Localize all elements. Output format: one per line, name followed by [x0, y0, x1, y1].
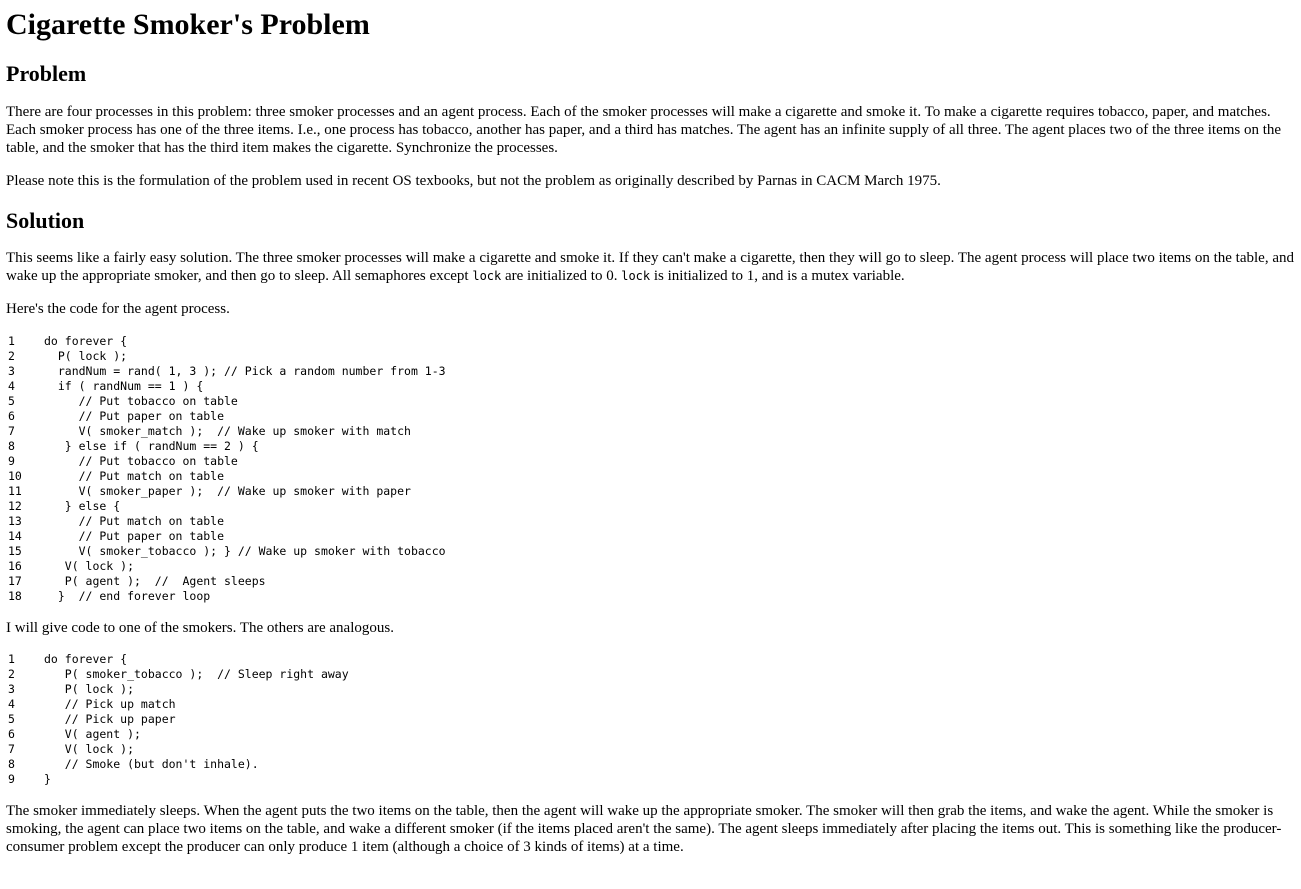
code-text: V( lock ); — [44, 559, 135, 573]
line-number: 2 — [8, 349, 15, 363]
document — [0, 8, 1301, 856]
code-line — [6, 439, 1295, 454]
code-text: V( lock ); — [44, 742, 135, 756]
code-text: do forever { — [44, 334, 128, 348]
code-line — [6, 742, 1295, 757]
code-line — [6, 454, 1295, 469]
code-line — [6, 667, 1295, 682]
solution-paragraph — [6, 249, 1295, 285]
code-line — [6, 529, 1295, 544]
line-number: 13 — [8, 514, 22, 528]
code-text: // Put paper on table — [44, 409, 225, 423]
solution-text-part3: is initialized to 1, and is a mutex variable. — [650, 268, 905, 284]
line-number: 6 — [8, 409, 15, 423]
line-number: 8 — [8, 757, 15, 771]
code-text: // Put match on table — [44, 514, 225, 528]
line-number: 2 — [8, 667, 15, 681]
code-text: // Put tobacco on table — [44, 454, 238, 468]
line-number: 3 — [8, 682, 15, 696]
code-line — [6, 589, 1295, 604]
line-number: 10 — [8, 469, 22, 483]
code-text: V( agent ); — [44, 727, 141, 741]
line-number: 1 — [8, 334, 15, 348]
code-text: V( smoker_paper ); // Wake up smoker with paper — [44, 484, 411, 498]
code-text: } // end forever loop — [44, 589, 211, 603]
code-line — [6, 424, 1295, 439]
line-number: 17 — [8, 574, 22, 588]
code-line — [6, 514, 1295, 529]
solution-text-part1: This seems like a fairly easy solution. The three smoker processes will make a cigarette and smoke it. If they can't make a cigarette, then they will go to sleep. The agent process will place two items on the table, and wake up the appropriate smoker, and then go to sleep. All semaphores except — [6, 250, 1294, 284]
code-line — [6, 544, 1295, 559]
code-text: randNum = rand( 1, 3 ); // Pick a random number from 1-3 — [44, 364, 446, 378]
code-line — [6, 697, 1295, 712]
agent-code-intro: Here's the code for the agent process. — [6, 301, 230, 317]
line-number: 3 — [8, 364, 15, 378]
code-text: // Smoke (but don't inhale). — [44, 757, 259, 771]
code-text: } — [44, 772, 51, 786]
code-text: P( lock ); — [44, 349, 128, 363]
code-line — [6, 394, 1295, 409]
solution-text-part2: are initialized to 0. — [501, 268, 622, 284]
line-number: 5 — [8, 394, 15, 408]
line-number: 6 — [8, 727, 15, 741]
code-text: // Put tobacco on table — [44, 394, 238, 408]
smoker-code-block — [6, 652, 1295, 787]
line-number: 11 — [8, 484, 22, 498]
code-line — [6, 364, 1295, 379]
solution-heading: Solution — [6, 208, 85, 233]
code-line — [6, 469, 1295, 484]
code-line — [6, 484, 1295, 499]
code-text: // Pick up match — [44, 697, 176, 711]
smoker-code-intro: I will give code to one of the smokers. The others are analogous. — [6, 620, 394, 636]
line-number: 5 — [8, 712, 15, 726]
line-number: 7 — [8, 742, 15, 756]
code-line — [6, 379, 1295, 394]
page-title: Cigarette Smoker's Problem — [6, 8, 370, 41]
inline-code-lock: lock — [621, 269, 651, 283]
code-line — [6, 349, 1295, 364]
code-line — [6, 574, 1295, 589]
agent-code-block — [6, 334, 1295, 604]
code-text: P( agent ); // Agent sleeps — [44, 574, 266, 588]
code-line — [6, 334, 1295, 349]
inline-code-lock: lock — [472, 269, 502, 283]
code-text: // Put paper on table — [44, 529, 225, 543]
line-number: 4 — [8, 697, 15, 711]
line-number: 16 — [8, 559, 22, 573]
line-number: 8 — [8, 439, 15, 453]
code-text: if ( randNum == 1 ) { — [44, 379, 204, 393]
code-text: V( smoker_tobacco ); } // Wake up smoker with tobacco — [44, 544, 446, 558]
line-number: 1 — [8, 652, 15, 666]
code-line — [6, 652, 1295, 667]
line-number: 14 — [8, 529, 22, 543]
problem-paragraph: There are four processes in this problem: three smoker processes and an agent process. Each of the smoker processes will make a cigarette and smoke it. To make a cigarette requires tobacco, paper, and matches. Each smoker process has one of the three items. I.e., one process has tobacco, another has paper, and a third has matches. The agent has an infinite supply of all three. The agent places two of the three items on the table, and the smoker that has the third item makes the cigarette. Synchronize the processes. — [6, 104, 1282, 156]
code-line — [6, 499, 1295, 514]
code-text: } else { — [44, 499, 121, 513]
line-number: 18 — [8, 589, 22, 603]
line-number: 7 — [8, 424, 15, 438]
line-number: 12 — [8, 499, 22, 513]
line-number: 9 — [8, 772, 15, 786]
code-text: V( smoker_match ); // Wake up smoker with match — [44, 424, 411, 438]
problem-heading: Problem — [6, 61, 87, 86]
code-text: } else if ( randNum == 2 ) { — [44, 439, 259, 453]
code-line — [6, 712, 1295, 727]
problem-note-paragraph: Please note this is the formulation of the problem used in recent OS texbooks, but not the problem as originally described by Parnas in CACM March 1975. — [6, 173, 941, 189]
code-text: P( smoker_tobacco ); // Sleep right away — [44, 667, 349, 681]
code-line — [6, 727, 1295, 742]
code-text: P( lock ); — [44, 682, 135, 696]
line-number: 4 — [8, 379, 15, 393]
code-line — [6, 559, 1295, 574]
code-text: // Pick up paper — [44, 712, 176, 726]
code-line — [6, 772, 1295, 787]
line-number: 9 — [8, 454, 15, 468]
code-text: do forever { — [44, 652, 128, 666]
code-line — [6, 682, 1295, 697]
code-text: // Put match on table — [44, 469, 225, 483]
line-number: 15 — [8, 544, 22, 558]
closing-paragraph: The smoker immediately sleeps. When the agent puts the two items on the table, then the agent will wake up the appropriate smoker. The smoker will then grab the items, and wake the agent. While the smoker is smoking, the agent can place two items on the table, and wake a different smoker (if the items placed aren't the same). The agent sleeps immediately after placing the items out. This is something like the producer-consumer problem except the producer can only produce 1 item (although a choice of 3 kinds of items) at a time. — [6, 803, 1282, 855]
code-line — [6, 757, 1295, 772]
code-line — [6, 409, 1295, 424]
